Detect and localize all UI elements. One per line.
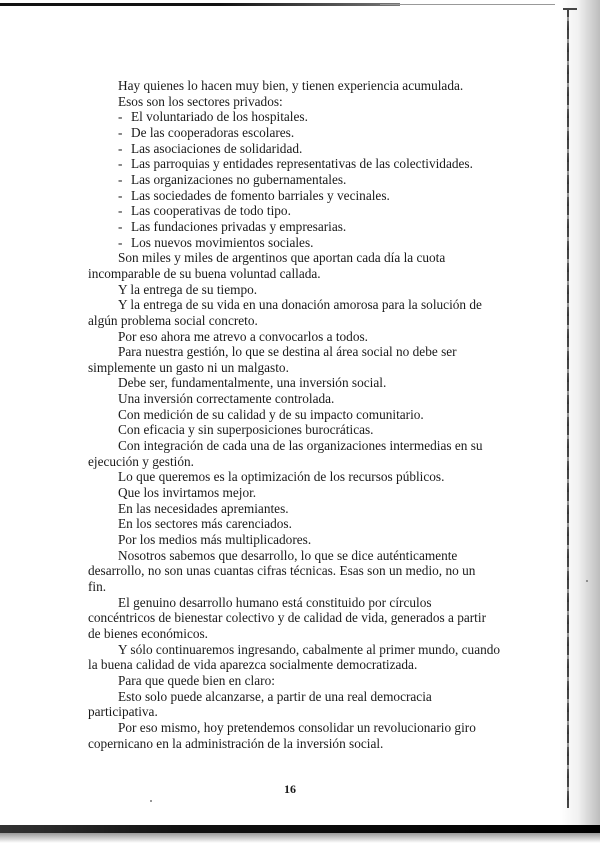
text-line: Por eso ahora me atrevo a convocarlos a todos. (118, 328, 368, 344)
text-line: Por eso mismo, hoy pretendemos consolidar un revolucionario giro (118, 719, 476, 735)
text-line: Y sólo continuaremos ingresando, cabalmente al primer mundo, cuando (118, 641, 501, 657)
text-line: concéntricos de bienestar colectivo y de calidad de vida, generados a partir (88, 610, 486, 626)
text-line: desarrollo, no son unas cuantas cifras técnicas. Esas son un medio, no un (88, 563, 476, 579)
text-line: algún problema social concreto. (88, 312, 258, 328)
text-line: Una inversión correctamente controlada. (118, 391, 335, 407)
list-item-text: Las asociaciones de solidaridad. (131, 140, 303, 156)
list-bullet: - (118, 203, 123, 219)
list-bullet: - (118, 187, 123, 203)
list-item-text: Las parroquias y entidades representativas de las colectividades. (131, 156, 473, 172)
list-item (88, 141, 498, 157)
page-binding-edge (567, 8, 569, 808)
text-line: Son miles y miles de argentinos que aportan cada día la cuota (118, 250, 446, 266)
text-line: Por los medios más multiplicadores. (118, 532, 312, 548)
text-line: Hay quienes lo hacen muy bien, y tienen experiencia acumulada. (118, 78, 464, 93)
text-line: Y la entrega de su vida en una donación amorosa para la solución de (118, 297, 482, 313)
list-item (88, 219, 498, 235)
list-bullet: - (118, 171, 123, 187)
top-scan-rule-thin (380, 4, 555, 5)
text-line: Y la entrega de su tiempo. (118, 281, 258, 297)
text-line: fin. (88, 579, 107, 594)
text-line: Para nuestra gestión, lo que se destina al área social no debe ser (118, 344, 457, 360)
text-line: Esos son los sectores privados: (118, 93, 283, 109)
text-line: Debe ser, fundamentalmente, una inversión social. (118, 375, 387, 391)
list-bullet: - (118, 109, 123, 125)
list-item-text: El voluntariado de los hospitales. (131, 109, 308, 125)
page-edge-hook (563, 8, 577, 10)
list-item (88, 172, 498, 188)
text-line: En los sectores más carenciados. (118, 516, 292, 532)
scan-speck (586, 580, 588, 582)
list-bullet: - (118, 140, 123, 156)
text-line: incomparable de su buena voluntad callada. (88, 265, 321, 281)
text-line: El genuino desarrollo humano está constituido por círculos (118, 594, 432, 610)
list-item (88, 109, 498, 125)
list-item-text: Las cooperativas de todo tipo. (131, 203, 291, 219)
list-item-text: Las sociedades de fomento barriales y vecinales. (131, 187, 390, 203)
list-item (88, 156, 498, 172)
list-bullet: - (118, 218, 123, 234)
text-line: ejecución y gestión. (88, 453, 194, 469)
text-line: En las necesidades apremiantes. (118, 500, 289, 516)
list-bullet: - (118, 124, 123, 140)
list-item-text: Los nuevos movimientos sociales. (131, 234, 314, 250)
top-scan-rule (0, 3, 400, 6)
list-item (88, 188, 498, 204)
text-line: Esto solo puede alcanzarse, a partir de una real democracia (118, 688, 432, 704)
text-line: participativa. (88, 704, 158, 720)
text-line: Lo que queremos es la optimización de los recursos públicos. (118, 469, 445, 485)
text-line: Con eficacia y sin superposiciones burocráticas. (118, 422, 374, 438)
text-line: Que los invirtamos mejor. (118, 485, 257, 501)
text-line: Con medición de su calidad y de su impacto comunitario. (118, 406, 424, 422)
text-line: copernicano en la administración de la inversión social. (88, 735, 384, 751)
text-line: la buena calidad de vida aparezca socialmente democratizada. (88, 657, 418, 673)
list-item (88, 235, 498, 251)
list-item (88, 203, 498, 219)
list-item-text: De las cooperadoras escolares. (131, 124, 295, 140)
document-body (88, 78, 501, 751)
text-line: Con integración de cada una de las organizaciones intermedias en su (118, 438, 483, 454)
list-bullet: - (118, 234, 123, 250)
text-line: Nosotros sabemos que desarrollo, lo que se dice auténticamente (118, 547, 458, 563)
page-edge-shadow (560, 0, 600, 843)
scan-speck (150, 800, 152, 802)
text-line: de bienes económicos. (88, 625, 209, 641)
list-item-text: Las fundaciones privadas y empresarias. (131, 218, 347, 234)
bottom-scan-rule (0, 825, 600, 833)
list-item-text: Las organizaciones no gubernamentales. (131, 171, 347, 187)
text-line: simplemente un gasto ni un malgasto. (88, 359, 289, 375)
text-line: Para que quede bien en claro: (118, 672, 275, 688)
page-number: 16 (284, 782, 296, 796)
bottom-scan-shadow (0, 833, 600, 843)
list-item (88, 125, 498, 141)
list-bullet: - (118, 156, 123, 172)
